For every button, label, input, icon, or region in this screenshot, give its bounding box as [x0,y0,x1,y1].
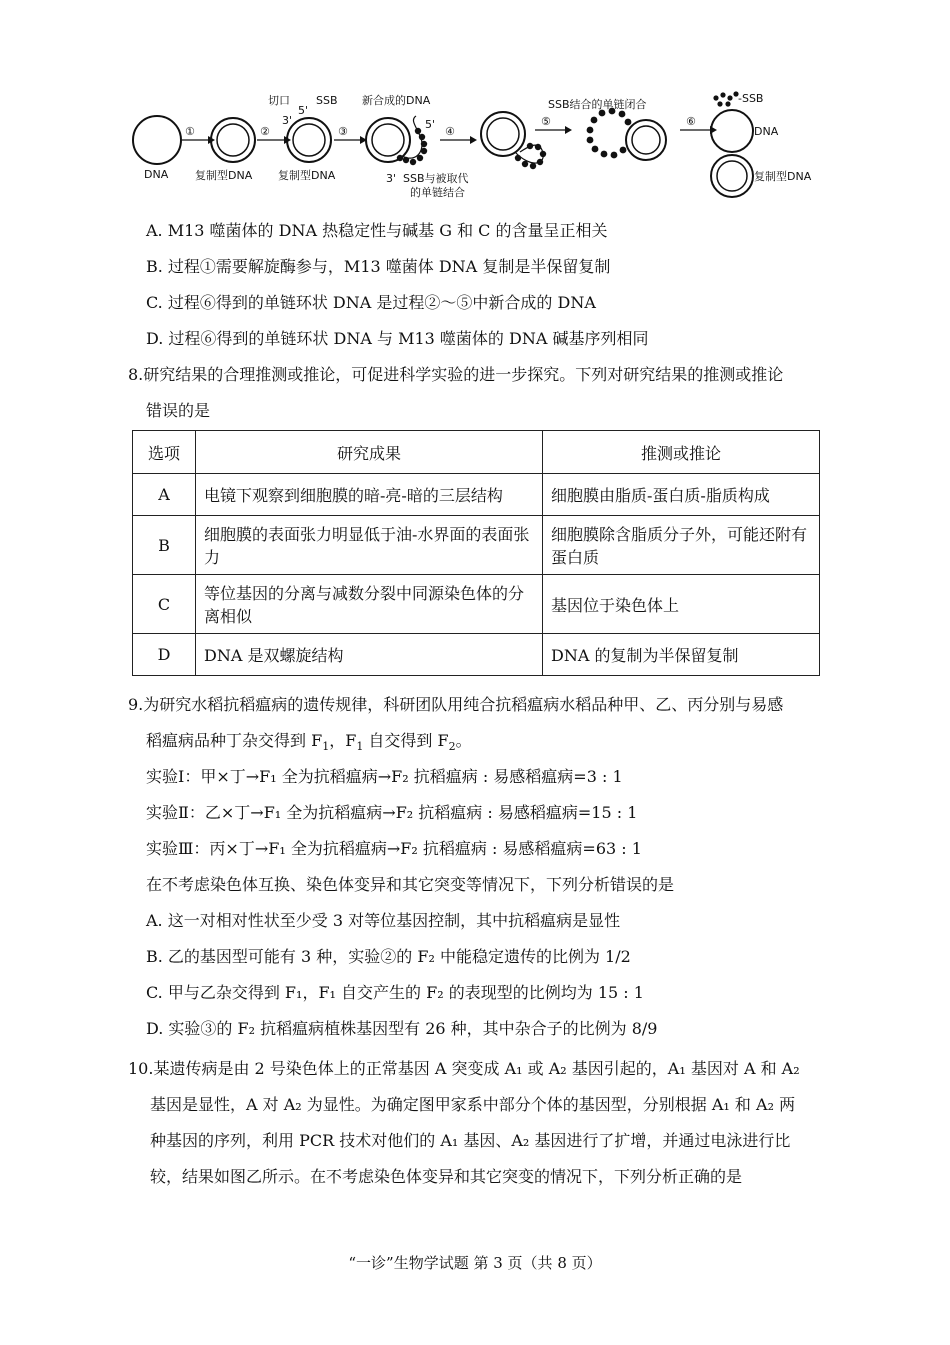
row-b-inference: 细胞膜除含脂质分子外，可能还附有蛋白质 [543,516,820,575]
table-row [133,575,820,634]
q8-table [132,430,820,676]
m13-replication-diagram [120,78,840,218]
q9-stem-1: 9.为研究水稻抗稻瘟病的遗传规律，科研团队用纯合抗稻瘟病水稻品种甲、乙、丙分别与易感 [128,695,784,714]
label-ssb-bind-2: 的单链结合 [410,186,465,199]
row-c-result: 等位基因的分离与减数分裂中同源染色体的分离相似 [196,575,543,634]
q7-option-a: A. M13 噬菌体的 DNA 热稳定性与碱基 G 和 C 的含量呈正相关 [146,221,608,240]
q9-condition: 在不考虑染色体互换、染色体变异和其它突变等情况下，下列分析错误的是 [146,875,675,894]
rf-final-inner [717,161,747,191]
table-header-row [133,431,820,474]
q9-option-c: C. 甲与乙杂交得到 F₁，F₁ 自交产生的 F₂ 的表现型的比例均为 15 : 1 [146,983,644,1002]
label-3prime-a: 3' [282,114,293,127]
free-ssb [713,91,738,106]
label-rf2: 复制型DNA [278,169,336,182]
row-d-option: D [133,634,196,676]
header-inference: 推测或推论 [543,431,820,474]
row-b-option: B [133,516,196,575]
step-3: ③ [338,125,348,138]
ssb-dots-2 [515,143,546,169]
ssdna-circle [133,116,181,164]
ss-circular-dna [711,110,753,152]
header-option: 选项 [133,431,196,474]
row-d-inference: DNA 的复制为半保留复制 [543,634,820,676]
label-ssb-bind-1: SSB与被取代 [403,172,469,185]
row-d-result: DNA 是双螺旋结构 [196,634,543,676]
label-5prime-b: 5' [425,118,436,131]
q9-option-d: D. 实验③的 F₂ 抗稻瘟病植株基因型有 26 种，其中杂合子的比例为 8/9 [146,1019,658,1038]
label-ssb-final: -SSB [738,92,764,105]
q10-line-4: 较，结果如图乙所示。在不考虑染色体变异和其它突变的情况下，下列分析正确的是 [150,1167,743,1186]
table-row [133,516,820,575]
q10-line-1: 10.某遗传病是由 2 号染色体上的正常基因 A 突变成 A₁ 或 A₂ 基因引起的，A₁ 基因对 A 和 A₂ [128,1059,800,1078]
step-5: ⑤ [541,115,551,128]
q8-stem-2: 错误的是 [146,401,211,420]
q9-option-b: B. 乙的基因型可能有 3 种，实验②的 F₂ 中能稳定遗传的比例为 1/2 [146,947,631,966]
step-6: ⑥ [686,115,696,128]
q8-stem-1: 8.研究结果的合理推测或推论，可促进科学实验的进一步探究。下列对研究结果的推测或推论 [128,365,784,384]
label-qiekou: 切口 [268,94,290,107]
label-rf1: 复制型DNA [195,169,253,182]
row-c-inference: 基因位于染色体上 [543,575,820,634]
q9-experiment-1: 实验Ⅰ：甲×丁→F₁ 全为抗稻瘟病→F₂ 抗稻瘟病 : 易感稻瘟病=3 : 1 [146,767,623,786]
table-row [133,474,820,516]
nicked-inner [293,124,325,156]
row-b-result: 细胞膜的表面张力明显低于油-水界面的表面张力 [196,516,543,575]
label-3prime-b: 3' [386,172,397,185]
step-1: ① [185,125,195,138]
label-new-dna: 新合成的DNA [362,94,431,107]
row-a-inference: 细胞膜由脂质-蛋白质-脂质构成 [543,474,820,516]
q9-stem-2: 稻瘟病品种丁杂交得到 $F_1$，$F_1$ 自交得到 $F_2$。 [146,731,472,754]
label-dna: DNA [144,168,169,181]
row-c-option: C [133,575,196,634]
q9-experiment-2: 实验Ⅱ：乙×丁→F₁ 全为抗稻瘟病→F₂ 抗稻瘟病 : 易感稻瘟病=15 : 1 [146,803,638,822]
q10-line-2: 基因是显性，A 对 A₂ 为显性。为确定图甲家系中部分个体的基因型，分别根据 A₁ 和 A₂ 两 [150,1095,796,1114]
rf-dna-inner [217,124,249,156]
row-a-result: 电镜下观察到细胞膜的暗-亮-暗的三层结构 [196,474,543,516]
row-a-option: A [133,474,196,516]
label-dna-final: DNA [754,125,779,138]
q7-option-c: C. 过程⑥得到的单链环状 DNA 是过程②～⑤中新合成的 DNA [146,293,596,312]
ssb-dots-1 [397,128,427,165]
label-rf-final: 复制型DNA [754,170,812,183]
q9-experiment-3: 实验Ⅲ：丙×丁→F₁ 全为抗稻瘟病→F₂ 抗稻瘟病 : 易感稻瘟病=63 : 1 [146,839,642,858]
q7-option-b: B. 过程①需要解旋酶参与，M13 噬菌体 DNA 复制是半保留复制 [146,257,611,276]
step-2: ② [260,125,270,138]
label-5prime-a: 5' [298,104,309,117]
table-row [133,634,820,676]
header-result: 研究成果 [196,431,543,474]
step-4: ④ [445,125,455,138]
label-ssb-closed: SSB结合的单链闭合 [548,98,647,111]
label-ssb-a: SSB [316,94,338,107]
q9-option-a: A. 这一对相对性状至少受 3 对等位基因控制，其中抗稻瘟病是显性 [146,911,621,930]
q7-option-d: D. 过程⑥得到的单链环状 DNA 与 M13 噬菌体的 DNA 碱基序列相同 [146,329,649,348]
q10-line-3: 种基因的序列，利用 PCR 技术对他们的 A₁ 基因、A₂ 基因进行了扩增，并通过电泳进行比 [150,1131,791,1150]
ssb-closed-ring [587,108,632,159]
page-footer: “一诊”生物学试题 第 3 页（共 8 页） [348,1254,602,1272]
